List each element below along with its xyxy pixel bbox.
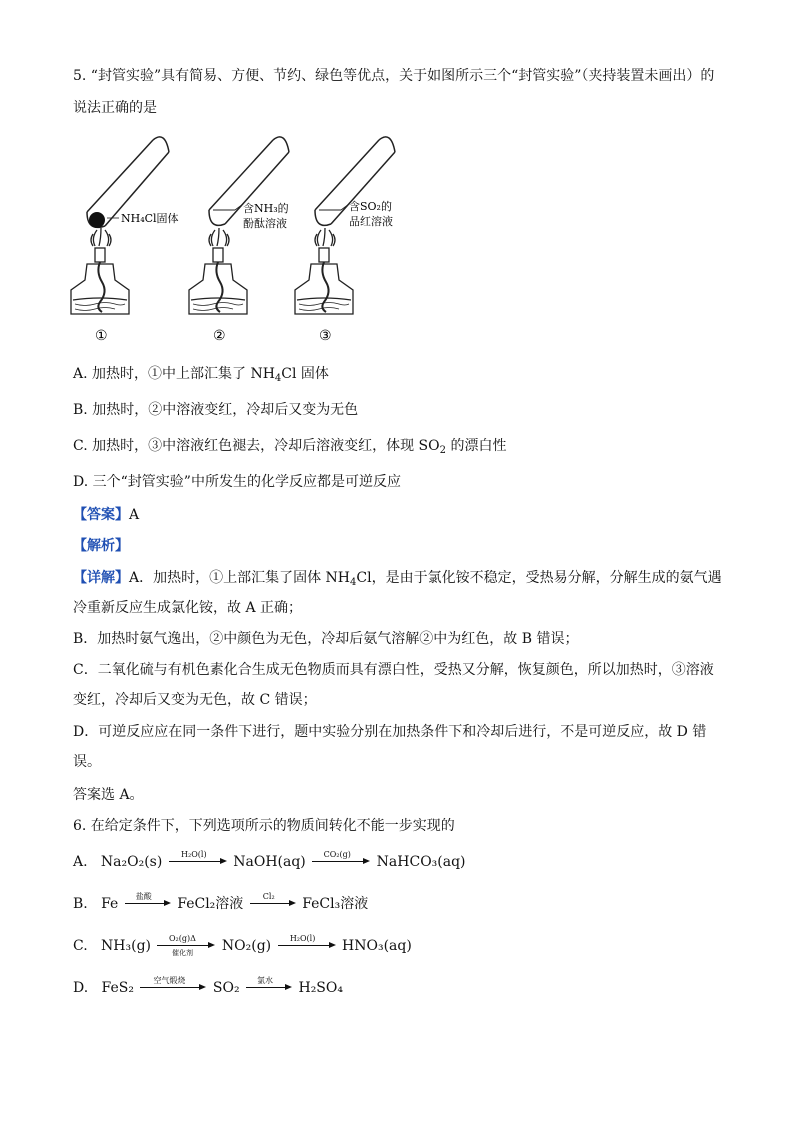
- tube-3-label-a: 含SO₂的: [349, 200, 392, 213]
- reaction-condition: 空气煅烧: [153, 976, 186, 985]
- q5-option-c: [73, 436, 506, 461]
- detail-d-line1: D．可逆反应应在同一条件下进行，题中实验分别在加热条件下和冷却后进行，不是可逆反应，故 D 错: [73, 724, 707, 740]
- q5-option-a-text-end: Cl 固体: [281, 366, 329, 382]
- reaction-arrow: [125, 894, 171, 914]
- reaction-condition: H₂O(l): [181, 850, 207, 859]
- reaction-arrow: [250, 894, 296, 914]
- q6-a-species-2: NaOH(aq): [233, 854, 306, 870]
- tube-3-label-b: 品红溶液: [349, 215, 393, 228]
- reaction-arrow: [140, 978, 206, 998]
- detail-a-text-end: Cl，是由于氯化铵不稳定，受热易分解，分解生成的氨气遇: [356, 570, 722, 586]
- reaction-arrow: [312, 852, 370, 872]
- reaction-arrow: [157, 936, 215, 956]
- detail-a-line1: [73, 568, 722, 593]
- detail-a-sub: 4: [350, 577, 357, 588]
- reaction-arrow: [169, 852, 227, 872]
- q6-option-c: [73, 936, 412, 956]
- q5-option-b: B. 加热时，②中溶液变红，冷却后又变为无色: [73, 402, 359, 418]
- q6-b-species-3: FeCl₃溶液: [302, 896, 369, 912]
- q5-option-a: [73, 364, 329, 389]
- q6-a-species-1: Na₂O₂(s): [100, 854, 163, 870]
- q6-c-species-3: HNO₃(aq): [342, 938, 412, 954]
- detail-b: B．加热时氨气逸出，②中颜色为无色，冷却后氨气溶解②中为红色，故 B 错误；: [73, 631, 579, 647]
- q6-option-c-label: C.: [73, 938, 88, 954]
- sealed-tube-diagram: [65, 132, 425, 347]
- detail-d-line2: 误。: [73, 754, 101, 770]
- lamp-1: [71, 228, 129, 314]
- reaction-catalyst: 催化剂: [171, 949, 193, 957]
- q5-option-c-text: C. 加热时，③中溶液红色褪去，冷却后溶液变红，体现 SO: [73, 438, 440, 454]
- reaction-arrow: [278, 936, 336, 956]
- q5-stem-line1: 5. “封管实验”具有简易、方便、节约、绿色等优点，关于如图所示三个“封管实验”（夹持装置未画出）的: [73, 68, 715, 84]
- reaction-arrow: [246, 978, 292, 998]
- figure-number-1: ①: [95, 328, 108, 344]
- answer-line: [73, 505, 139, 525]
- figure-number-2: ②: [213, 328, 226, 344]
- detail-a-text: A．加热时，①上部汇集了固体 NH: [129, 570, 351, 586]
- reaction-condition: 盐酸: [135, 892, 152, 901]
- tube-2-label-a: 含NH₃的: [243, 202, 289, 215]
- q6-b-species-1: Fe: [101, 896, 119, 912]
- conclusion: 答案选 A。: [73, 787, 144, 803]
- lamp-3: [295, 228, 353, 314]
- detail-a-line2: 冷重新反应生成氯化铵，故 A 正确；: [73, 600, 303, 616]
- q6-c-species-1: NH₃(g): [101, 938, 151, 954]
- tube-1-label: NH₄Cl固体: [121, 212, 179, 225]
- answer-tag: 【答案】: [73, 507, 129, 523]
- q5-option-c-text-end: 的漂白性: [446, 438, 507, 454]
- analysis-tag: 【解析】: [73, 538, 129, 554]
- reaction-condition: O₂(g)Δ: [169, 934, 196, 943]
- q5-option-a-text: A. 加热时，①中上部汇集了 NH: [73, 366, 275, 382]
- q6-b-species-2: FeCl₂溶液: [177, 896, 244, 912]
- reaction-condition: Cl₂: [262, 892, 275, 901]
- q6-option-a-label: A.: [73, 854, 88, 870]
- reaction-condition: 氯水: [257, 976, 274, 985]
- detail-c-line2: 变红，冷却后又变为无色，故 C 错误；: [73, 692, 317, 708]
- q6-d-species-2: SO₂: [212, 980, 240, 996]
- reaction-condition: H₂O(l): [289, 934, 316, 943]
- analysis-line: [73, 536, 129, 556]
- q6-option-b-label: B.: [73, 896, 88, 912]
- detail-tag: 【详解】: [73, 570, 129, 586]
- answer-value: A: [129, 507, 140, 523]
- q6-d-species-1: FeS₂: [101, 980, 134, 996]
- q5-option-c-sub: 2: [439, 445, 447, 456]
- q6-option-d-label: D.: [73, 980, 89, 996]
- sealed-tube-figure: [65, 132, 425, 347]
- detail-c-line1: C．二氧化硫与有机色素化合生成无色物质而具有漂白性，受热又分解，恢复颜色，所以加热时，③溶液: [73, 662, 714, 678]
- q6-option-a: [73, 852, 466, 872]
- q6-stem: 6. 在给定条件下，下列选项所示的物质间转化不能一步实现的: [73, 818, 455, 834]
- q5-option-a-sub: 4: [274, 373, 282, 384]
- figure-number-3: ③: [319, 328, 332, 344]
- q6-option-d: [73, 978, 343, 998]
- q6-a-species-3: NaHCO₃(aq): [376, 854, 466, 870]
- q6-c-species-2: NO₂(g): [221, 938, 272, 954]
- reaction-condition: CO₂(g): [323, 850, 351, 859]
- q5-option-d: D. 三个“封管实验”中所发生的化学反应都是可逆反应: [73, 474, 401, 490]
- q6-d-species-3: H₂SO₄: [298, 980, 343, 996]
- q6-option-b: [73, 894, 368, 914]
- q5-stem-line2: 说法正确的是: [73, 100, 157, 116]
- lamp-2: [189, 228, 247, 314]
- tube-2-label-b: 酚酞溶液: [243, 217, 287, 230]
